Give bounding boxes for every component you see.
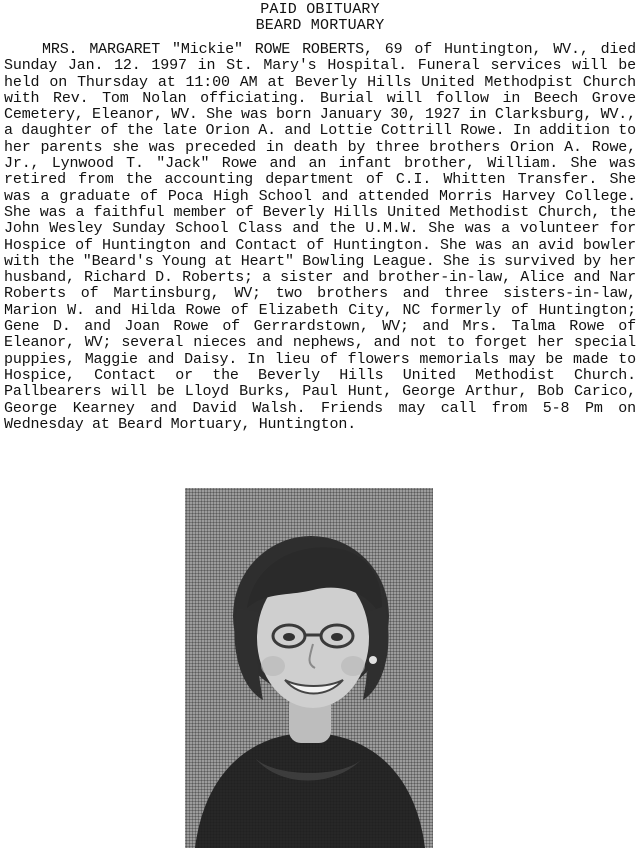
obituary-text: MRS. MARGARET "Mickie" ROWE ROBERTS, 69 of Huntington, WV., died Sunday Jan. 12. 1997 in St. Mary's Hospital. Funeral services will be held on Thursday at 11:00 AM at Beverly Hills United Methodpist Church with Rev. Tom Nolan officiating. Burial will follow in Beech Grove Cemetery, Eleanor, WV. She was born January 30, 1927 in Clarksburg, WV., a daughter of the late Orion A. and Lottie Cottrill Rowe. In addition to her parents she was preceded in death by three brothers Orion A. Rowe, Jr., Lynwood T. "Jack" Rowe and an infant brother, William. She was retired from the accounting department of C.I. Whitten Transfer. She was a graduate of Poca High School and attended Morris Harvey College. She was a faithful member of Beverly Hills United Methodist Church, the John Wesley Sunday School Class and the U.M.W. She was a volunteer for Hospice of Huntington and Contact of Huntington. She was an avid bowler with the "Beard's Young at Heart" Bowling League. She is survived by her husband, Richard D. Roberts; a sister and brother-in-law, Alice and Nar Roberts of Martinsburg, WV; two brothers and three sisters-in-law, Marion W. and Hilda Rowe of Elizabeth City, NC formerly of Huntington; Gene D. and Joan Rowe of Gerrardstown, WV; and Mrs. Talma Rowe of Eleanor, WV; several nieces and nephews, and not to forget her special puppies, Maggie and Daisy. In lieu of flowers memorials may be made to Hospice, Contact or the Beverly Hills United Methodist Church. Pallbearers will be Lloyd Burks, Paul Hunt, George Arthur, Bob Carico, George Kearney and David Walsh. Friends may call from 5-8 Pm on Wednesday at Beard Mortuary, Huntington.: [4, 41, 636, 433]
mortuary-name-heading: BEARD MORTUARY: [255, 17, 385, 34]
portrait-photo: [185, 488, 433, 848]
notice-type-heading: PAID OBITUARY: [260, 1, 380, 18]
portrait-illustration: [185, 488, 433, 848]
